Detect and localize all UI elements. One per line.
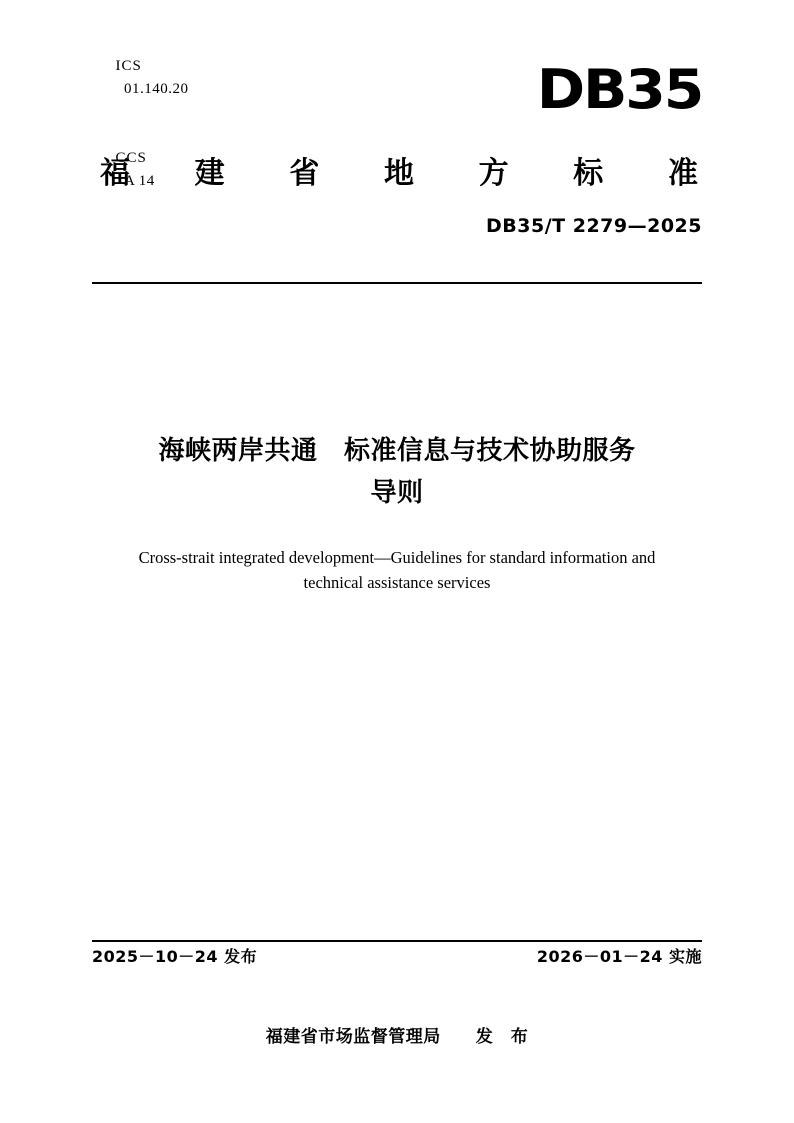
page-title-english-line2: technical assistance services (303, 573, 491, 592)
date-row (92, 944, 702, 967)
standard-type-char-6: 准 (667, 156, 698, 191)
ics-label: ICS (115, 58, 142, 74)
divider-bottom (92, 940, 702, 942)
divider-top (92, 282, 702, 284)
standard-type-char-0: 福 (100, 156, 130, 191)
page-title-english-line1: Cross-strait integrated development—Guidelines for standard information and (138, 548, 656, 567)
standard-type-char-3: 地 (383, 156, 414, 191)
issue-date: 2025－10－24 发布 (92, 947, 258, 966)
page-title-line2: 导则 (370, 478, 424, 508)
publisher: 福建省市场监督管理局 发 布 (265, 1027, 529, 1047)
standard-type-title (90, 148, 704, 192)
ccs-value: A 14 (124, 173, 155, 189)
standard-type-char-4: 方 (478, 156, 509, 191)
page-title-line1: 海峡两岸共通 标准信息与技术协助服务 (158, 436, 636, 466)
standard-number: DB35/T 2279—2025 (486, 215, 702, 237)
ccs-label: CCS (115, 150, 147, 166)
effective-date: 2026－01－24 实施 (536, 947, 702, 966)
page-title (95, 430, 699, 514)
db35-logo: DB35 (536, 58, 702, 121)
standard-type-char-1: 建 (194, 156, 225, 191)
ics-code-line (90, 32, 189, 124)
ics-value: 01.140.20 (124, 81, 189, 97)
page-title-english (110, 545, 684, 595)
standard-type-char-5: 标 (573, 156, 604, 191)
standard-type-char-2: 省 (289, 156, 320, 191)
